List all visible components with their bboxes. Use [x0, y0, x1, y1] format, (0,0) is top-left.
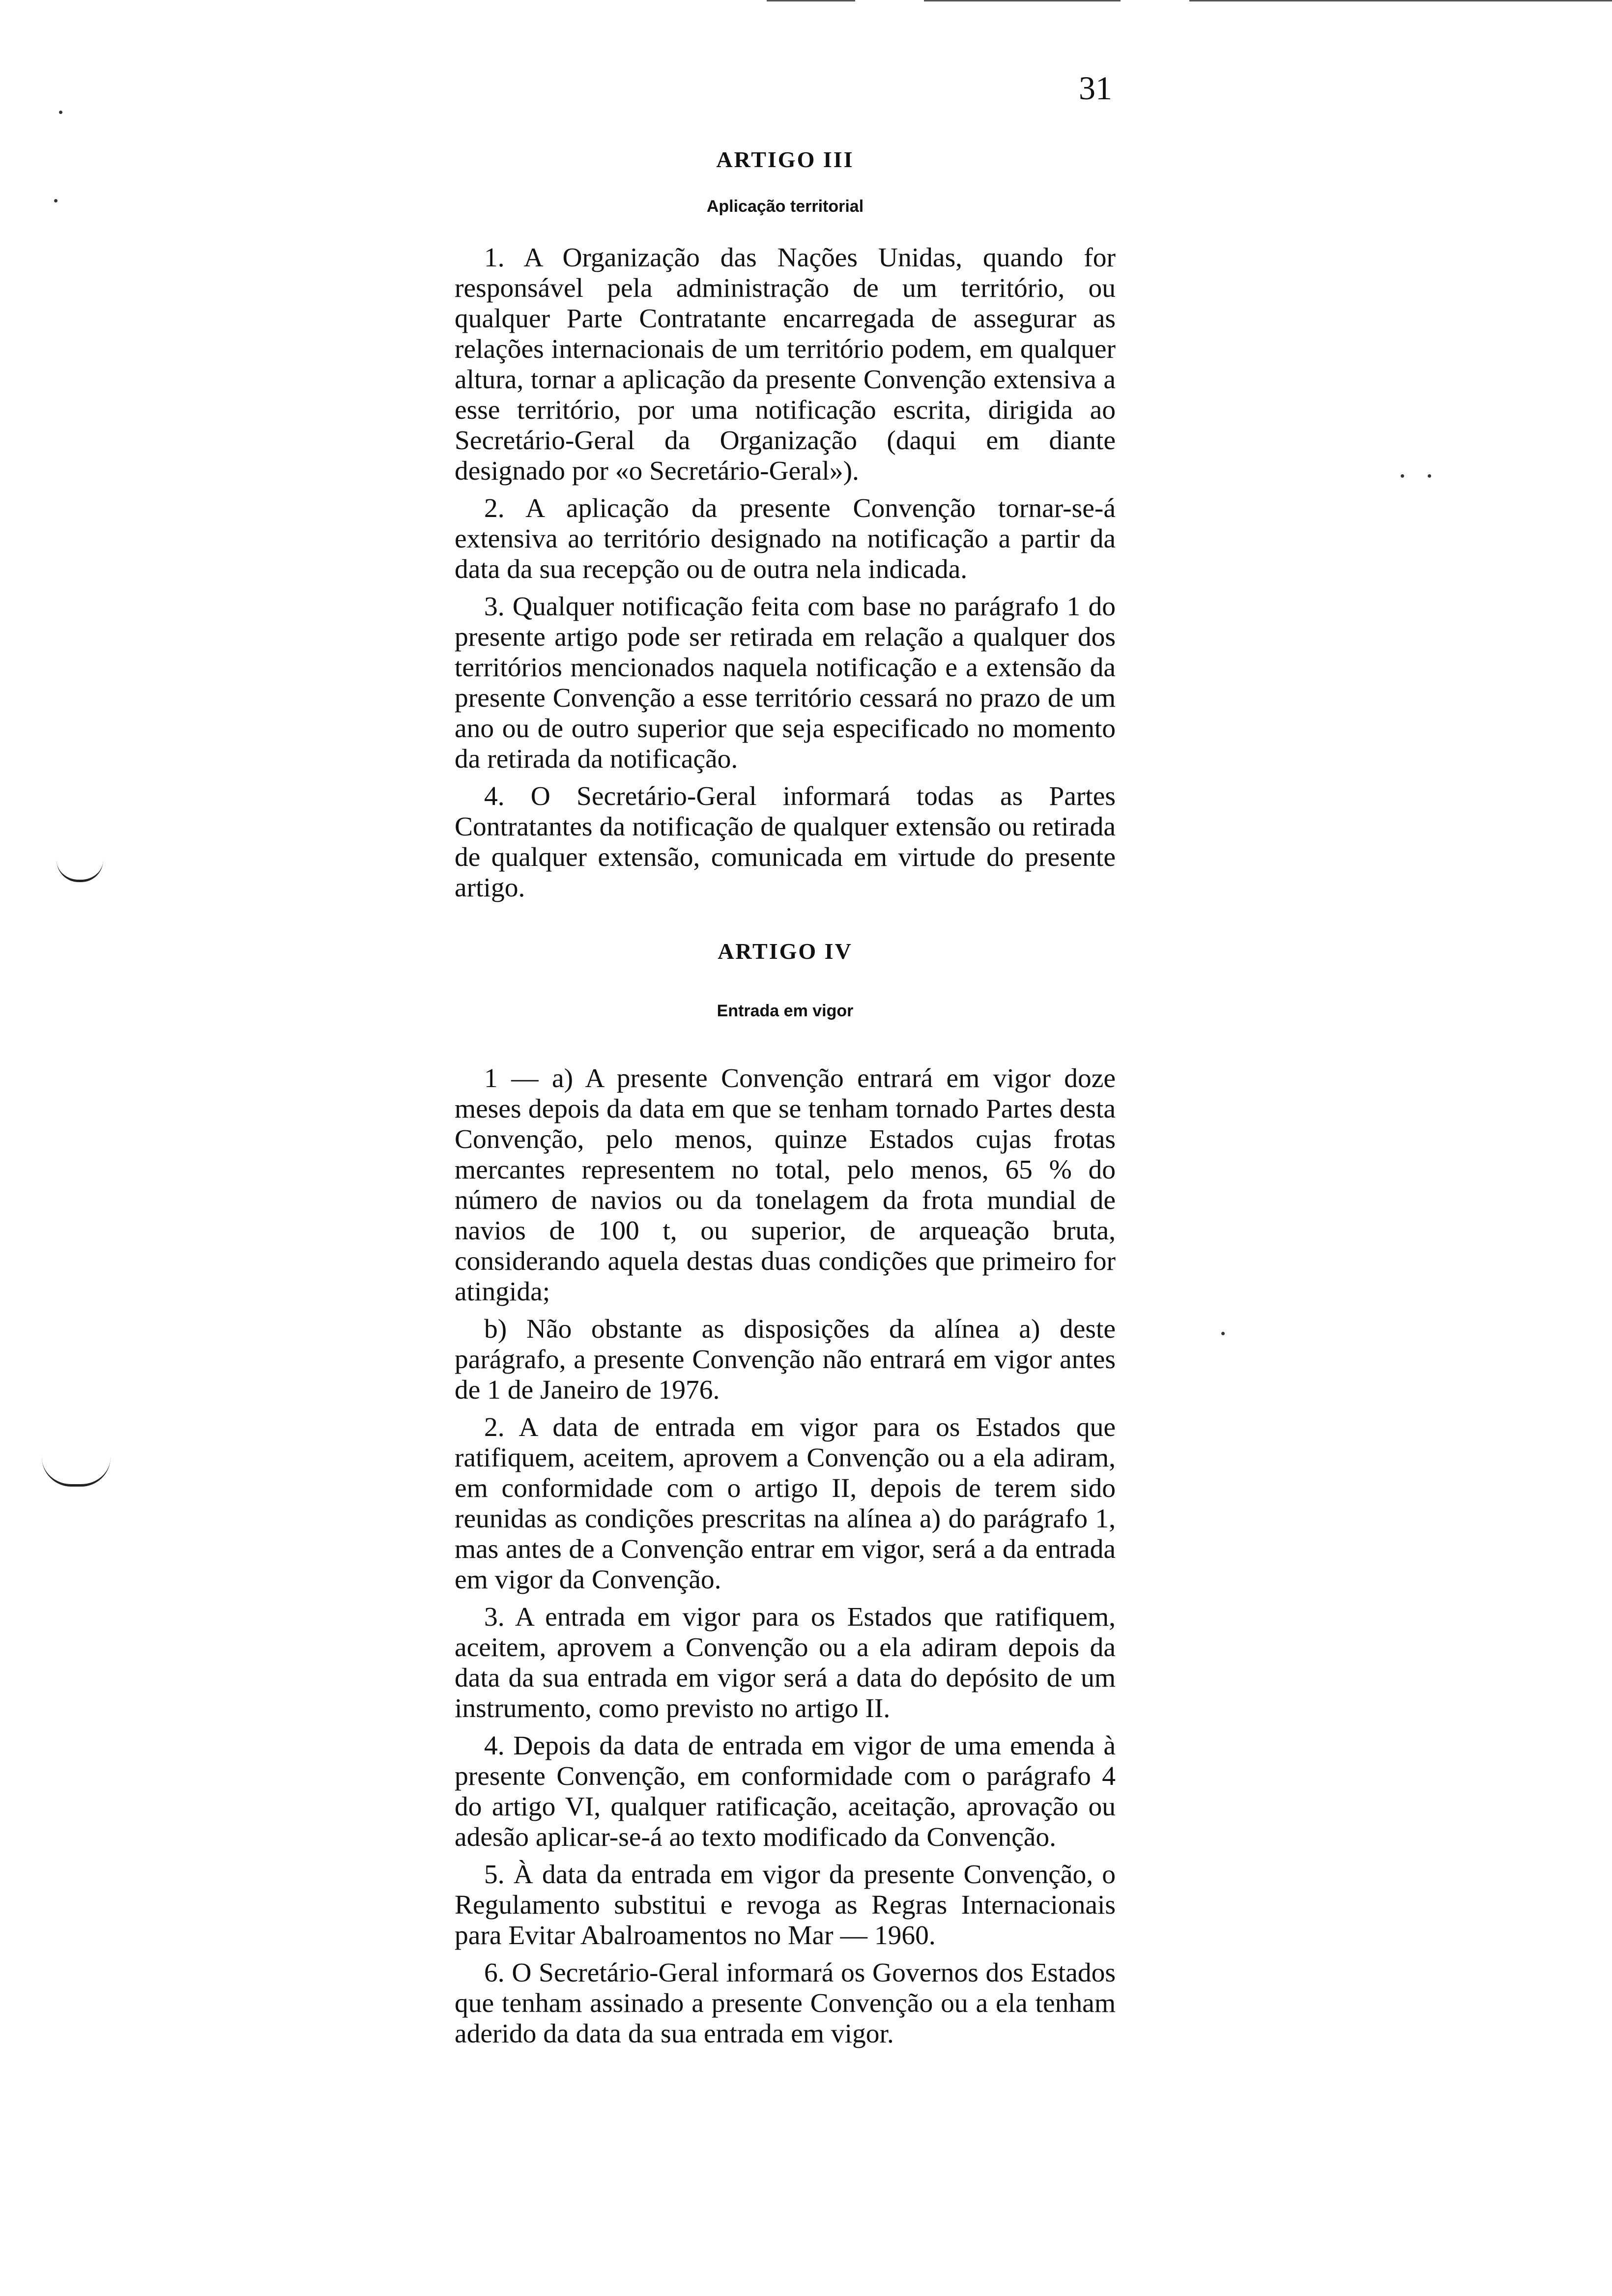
- scan-edge-line: [924, 0, 1121, 1]
- article-4-paragraph-4: 4. Depois da data de entrada em vigor de uma emenda à presente Convenção, em conformidade com o parágrafo 4 do artigo VI, qualquer ratificação, aceitação, aprovação ou adesão aplicar-se-á ao texto modificado da Convenção.: [455, 1730, 1116, 1852]
- article-4-subtitle: Entrada em vigor: [717, 1002, 854, 1021]
- speck: [1428, 474, 1431, 478]
- article-3-title: ARTIGO III: [716, 147, 854, 172]
- article-4-paragraph-2: 2. A data de entrada em vigor para os Estados que ratifiquem, aceitem, aprovem a Convenção ou a ela adiram, em conformidade com o artigo II, depois de terem sido reunidas as condições prescritas na alínea a) do parágrafo 1, mas antes de a Convenção entrar em vigor, será a da entrada em vigor da Convenção.: [455, 1412, 1116, 1595]
- article-4-paragraph-1a: 1 — a) A presente Convenção entrará em vigor doze meses depois da data em que se tenham tornado Partes desta Convenção, pelo menos, quinze Estados cujas frotas mercantes representem no total, pelo menos, 65 % do número de navios ou da tonelagem da frota mundial de navios de 100 t, ou superior, de arqueação bruta, considerando aquela destas duas condições que primeiro for atingida;: [455, 1063, 1116, 1307]
- article-4-paragraph-5: 5. À data da entrada em vigor da presente Convenção, o Regulamento substitui e revoga as Regras Internacionais para Evitar Abalroamentos no Mar — 1960.: [455, 1859, 1116, 1951]
- article-3-paragraph-4: 4. O Secretário-Geral informará todas as Partes Contratantes da notificação de qualquer extensão ou retirada de qualquer extensão, comunicada em virtude do presente artigo.: [455, 781, 1116, 903]
- article-3-paragraph-1: 1. A Organização das Nações Unidas, quando for responsável pela administração de um território, ou qualquer Parte Contratante encarregada de assegurar as relações internacionais de um território podem, em qualquer altura, tornar a aplicação da presente Convenção extensiva a esse território, por uma notificação escrita, dirigida ao Secretário-Geral da Organização (daqui em diante designado por «o Secretário-Geral»).: [455, 243, 1116, 487]
- speck: [1401, 474, 1404, 478]
- page-number: 31: [1079, 69, 1112, 107]
- text-column: [455, 145, 1116, 2056]
- speck: [1221, 1332, 1225, 1335]
- speck: [59, 111, 62, 114]
- article-4-paragraph-6: 6. O Secretário-Geral informará os Governos dos Estados que tenham assinado a presente Convenção ou a ela tenham aderido da data da sua entrada em vigor.: [455, 1957, 1116, 2049]
- margin-mark: [57, 860, 103, 882]
- article-4-paragraph-1b: b) Não obstante as disposições da alínea a) deste parágrafo, a presente Convenção não entrará em vigor antes de 1 de Janeiro de 1976.: [455, 1314, 1116, 1405]
- article-3-subtitle: Aplicação territorial: [706, 197, 864, 216]
- article-3-paragraph-2: 2. A aplicação da presente Convenção tornar-se-á extensiva ao território designado na notificação a partir da data da sua recepção ou de outra nela indicada.: [455, 493, 1116, 585]
- scan-edge-line: [1189, 0, 1612, 1]
- speck: [54, 199, 58, 202]
- article-3-paragraph-3: 3. Qualquer notificação feita com base no parágrafo 1 do presente artigo pode ser retirada em relação a qualquer dos territórios mencionados naquela notificação e a extensão da presente Convenção a esse território cessará no prazo de um ano ou de outro superior que seja especificado no momento da retirada da notificação.: [455, 592, 1116, 775]
- article-4-paragraph-3: 3. A entrada em vigor para os Estados que ratifiquem, aceitem, aprovem a Convenção ou a ela adiram depois da data da sua entrada em vigor será a data do depósito de um instrumento, como previsto no artigo II.: [455, 1602, 1116, 1723]
- margin-mark: [42, 1455, 111, 1487]
- article-4-title: ARTIGO IV: [718, 939, 853, 964]
- scan-edge-line: [767, 0, 855, 1]
